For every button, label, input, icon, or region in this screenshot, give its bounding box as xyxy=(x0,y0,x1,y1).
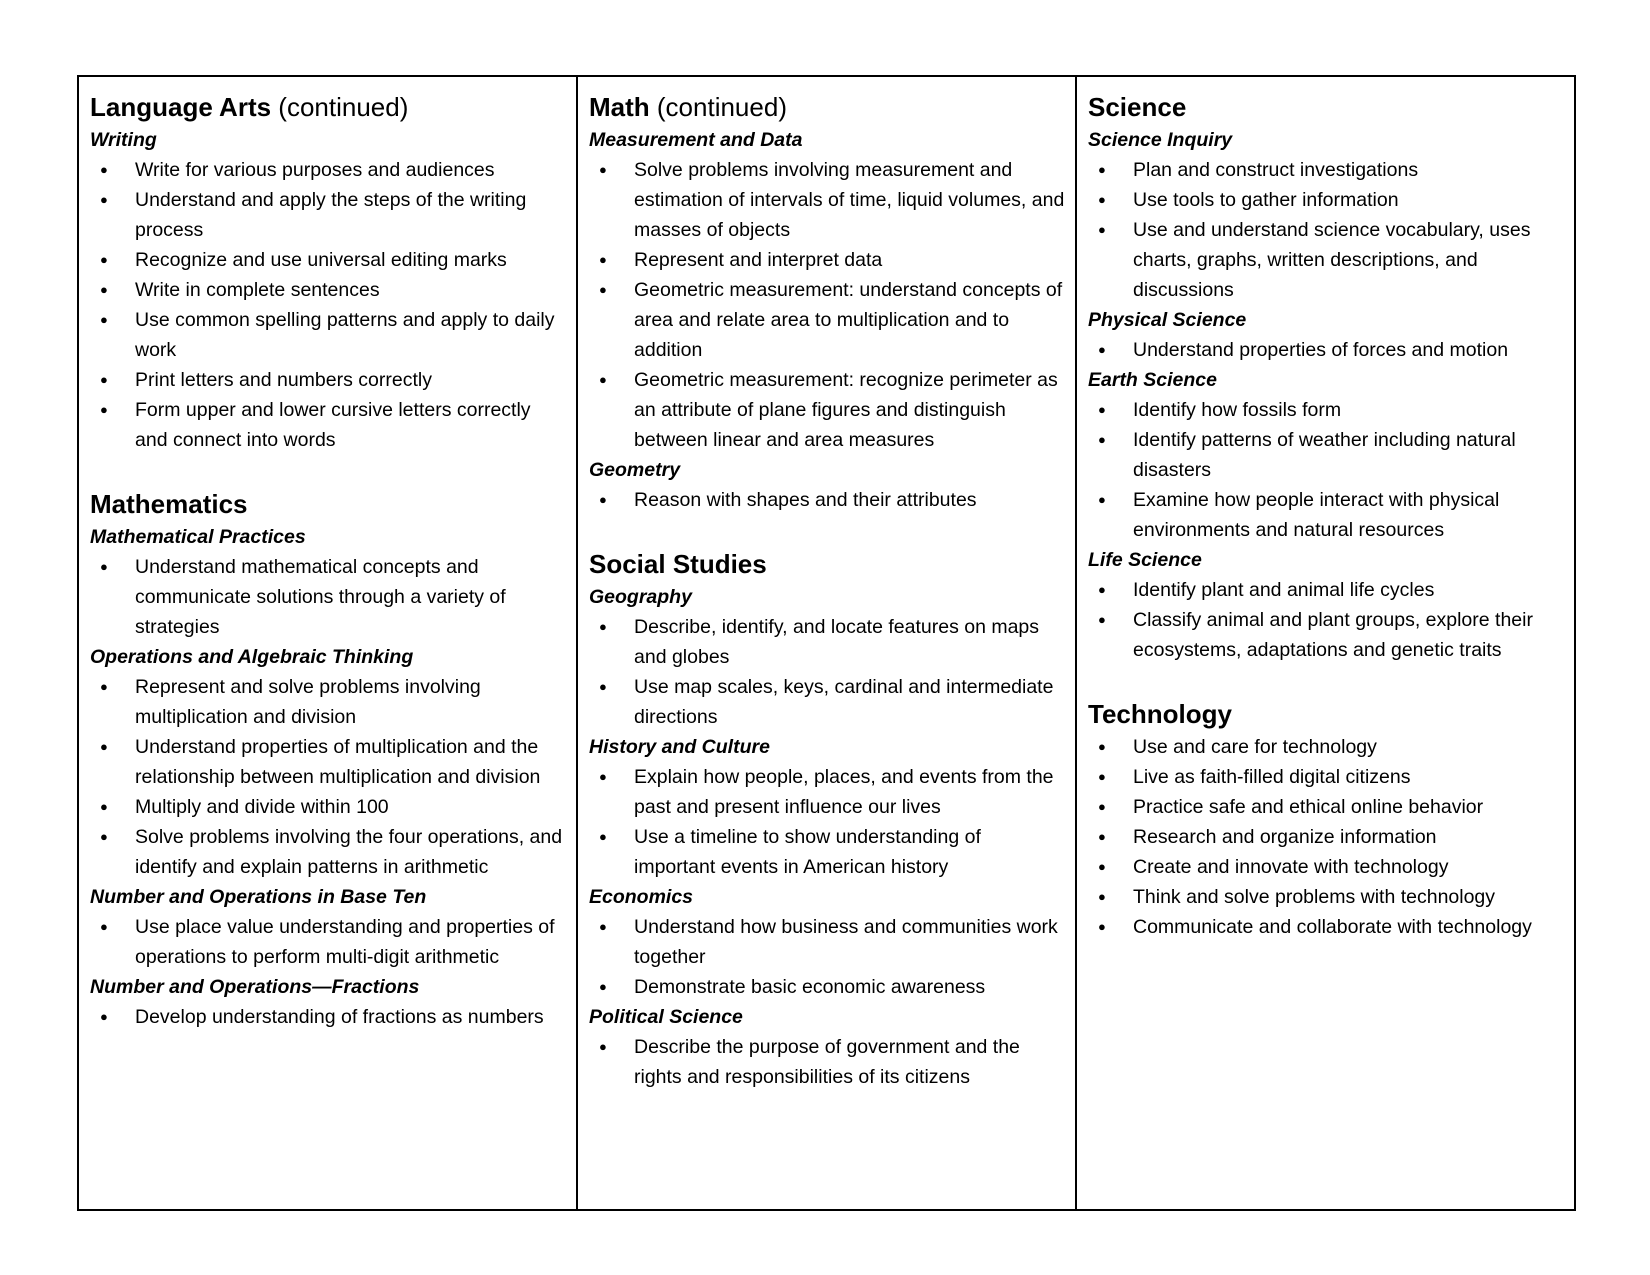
bullet-list xyxy=(1088,155,1564,305)
list-item-text: Use and care for technology xyxy=(1133,736,1377,758)
section-title-suffix: (continued) xyxy=(271,92,409,122)
bullet-icon: ● xyxy=(599,252,607,267)
section-title xyxy=(589,546,1065,582)
subject-section xyxy=(90,89,566,455)
list-item-text: Describe the purpose of government and the rights and responsibilities of its citizens xyxy=(634,1036,1020,1088)
list-item xyxy=(90,245,566,275)
subject-section xyxy=(589,546,1065,1092)
list-item-text: Explain how people, places, and events from the past and present influence our lives xyxy=(634,766,1054,818)
section-title xyxy=(90,486,566,522)
list-item xyxy=(589,972,1065,1002)
bullet-icon: ● xyxy=(1098,192,1106,207)
list-item xyxy=(589,1032,1065,1092)
list-item xyxy=(1088,155,1564,185)
list-item-text: Create and innovate with technology xyxy=(1133,856,1449,878)
subsection-heading: Political Science xyxy=(589,1006,743,1028)
bullet-icon: ● xyxy=(1098,739,1106,754)
section-title-text: Social Studies xyxy=(589,549,767,579)
bullet-icon: ● xyxy=(1098,769,1106,784)
list-item xyxy=(90,732,566,792)
bullet-icon: ● xyxy=(1098,492,1106,507)
list-item xyxy=(1088,792,1564,822)
list-item xyxy=(1088,732,1564,762)
bullet-icon: ● xyxy=(100,312,108,327)
bullet-icon: ● xyxy=(1098,162,1106,177)
list-item xyxy=(1088,215,1564,305)
list-item-text: Print letters and numbers correctly xyxy=(135,369,432,391)
bullet-icon: ● xyxy=(1098,432,1106,447)
section-title-text: Language Arts xyxy=(90,92,272,122)
list-item xyxy=(90,792,566,822)
bullet-icon: ● xyxy=(100,252,108,267)
list-item xyxy=(90,275,566,305)
subsection-heading: Geometry xyxy=(589,459,681,481)
bullet-list xyxy=(589,762,1065,882)
subject-section xyxy=(90,486,566,1032)
section-title xyxy=(90,89,566,125)
bullet-icon: ● xyxy=(1098,222,1106,237)
list-item-text: Understand properties of multiplication and the relationship between multiplication and division xyxy=(135,736,541,788)
list-item-text: Recognize and use universal editing marks xyxy=(135,249,507,271)
subsection-heading: Earth Science xyxy=(1088,369,1217,391)
subsection-heading: Physical Science xyxy=(1088,309,1247,331)
subsection-heading: Science Inquiry xyxy=(1088,129,1233,151)
list-item-text: Understand and apply the steps of the writing process xyxy=(135,189,527,241)
subsection-heading: Number and Operations—Fractions xyxy=(90,976,420,998)
bullet-icon: ● xyxy=(1098,829,1106,844)
bullet-list xyxy=(589,485,1065,515)
table-column xyxy=(79,77,578,1209)
list-item xyxy=(589,762,1065,822)
list-item-text: Use map scales, keys, cardinal and intermediate directions xyxy=(634,676,1054,728)
table-column xyxy=(1077,77,1574,1209)
bullet-list xyxy=(90,552,566,642)
list-item-text: Classify animal and plant groups, explore their ecosystems, adaptations and genetic traits xyxy=(1133,609,1533,661)
bullet-list xyxy=(1088,575,1564,665)
bullet-icon: ● xyxy=(1098,919,1106,934)
list-item xyxy=(90,305,566,365)
bullet-icon: ● xyxy=(599,829,607,844)
bullet-icon: ● xyxy=(1098,889,1106,904)
list-item xyxy=(90,552,566,642)
bullet-icon: ● xyxy=(100,739,108,754)
list-item-text: Identify patterns of weather including natural disasters xyxy=(1133,429,1516,481)
subject-section xyxy=(589,89,1065,515)
list-item-text: Multiply and divide within 100 xyxy=(135,796,389,818)
list-item xyxy=(589,485,1065,515)
list-item xyxy=(1088,762,1564,792)
section-title-text: Mathematics xyxy=(90,489,248,519)
subsection-heading: Measurement and Data xyxy=(589,129,803,151)
bullet-icon: ● xyxy=(1098,582,1106,597)
subsection-heading: Number and Operations in Base Ten xyxy=(90,886,427,908)
list-item-text: Geometric measurement: recognize perimeter as an attribute of plane figures and distinguish between linear and area measures xyxy=(634,369,1058,451)
list-item-text: Use a timeline to show understanding of important events in American history xyxy=(634,826,981,878)
list-item xyxy=(1088,425,1564,485)
bullet-icon: ● xyxy=(1098,342,1106,357)
list-item xyxy=(589,245,1065,275)
bullet-icon: ● xyxy=(599,492,607,507)
bullet-icon: ● xyxy=(100,829,108,844)
bullet-icon: ● xyxy=(100,559,108,574)
list-item-text: Live as faith-filled digital citizens xyxy=(1133,766,1411,788)
list-item xyxy=(1088,605,1564,665)
bullet-icon: ● xyxy=(599,1039,607,1054)
bullet-icon: ● xyxy=(100,372,108,387)
list-item xyxy=(589,155,1065,245)
list-item xyxy=(90,912,566,972)
section-title xyxy=(1088,89,1564,125)
list-item xyxy=(90,185,566,245)
list-item xyxy=(1088,485,1564,545)
bullet-list xyxy=(589,612,1065,732)
bullet-list xyxy=(1088,395,1564,545)
bullet-icon: ● xyxy=(1098,799,1106,814)
list-item xyxy=(1088,335,1564,365)
bullet-icon: ● xyxy=(599,769,607,784)
section-title xyxy=(589,89,1065,125)
bullet-icon: ● xyxy=(100,1009,108,1024)
list-item xyxy=(90,672,566,732)
list-item-text: Reason with shapes and their attributes xyxy=(634,489,977,511)
section-title-suffix: (continued) xyxy=(649,92,787,122)
list-item-text: Understand properties of forces and motion xyxy=(1133,339,1509,361)
section-title-text: Math xyxy=(589,92,650,122)
bullet-icon: ● xyxy=(100,679,108,694)
list-item xyxy=(589,275,1065,365)
list-item-text: Solve problems involving measurement and estimation of intervals of time, liquid volumes, and masses of objects xyxy=(634,159,1065,241)
list-item xyxy=(589,672,1065,732)
list-item-text: Understand mathematical concepts and communicate solutions through a variety of strategies xyxy=(135,556,506,638)
bullet-icon: ● xyxy=(599,979,607,994)
list-item-text: Identify how fossils form xyxy=(1133,399,1342,421)
list-item-text: Solve problems involving the four operations, and identify and explain patterns in arithmetic xyxy=(135,826,563,878)
list-item xyxy=(90,395,566,455)
list-item-text: Write in complete sentences xyxy=(135,279,380,301)
list-item-text: Practice safe and ethical online behavior xyxy=(1133,796,1484,818)
list-item xyxy=(1088,912,1564,942)
bullet-icon: ● xyxy=(100,402,108,417)
list-item-text: Examine how people interact with physical environments and natural resources xyxy=(1133,489,1500,541)
list-item-text: Think and solve problems with technology xyxy=(1133,886,1496,908)
subsection-heading: Economics xyxy=(589,886,694,908)
subsection-heading: Writing xyxy=(90,129,157,151)
bullet-icon: ● xyxy=(1098,402,1106,417)
table-column xyxy=(578,77,1077,1209)
list-item-text: Use common spelling patterns and apply to daily work xyxy=(135,309,555,361)
list-item xyxy=(589,912,1065,972)
bullet-icon: ● xyxy=(100,192,108,207)
list-item xyxy=(1088,822,1564,852)
list-item xyxy=(589,365,1065,455)
list-item xyxy=(1088,395,1564,425)
bullet-icon: ● xyxy=(100,919,108,934)
list-item xyxy=(1088,575,1564,605)
bullet-icon: ● xyxy=(599,162,607,177)
subject-section xyxy=(1088,89,1564,665)
list-item-text: Use tools to gather information xyxy=(1133,189,1399,211)
list-item-text: Identify plant and animal life cycles xyxy=(1133,579,1435,601)
bullet-icon: ● xyxy=(100,799,108,814)
list-item-text: Describe, identify, and locate features on maps and globes xyxy=(634,616,1040,668)
subsection-heading: Operations and Algebraic Thinking xyxy=(90,646,414,668)
list-item-text: Communicate and collaborate with technology xyxy=(1133,916,1532,938)
list-item-text: Develop understanding of fractions as numbers xyxy=(135,1006,544,1028)
list-item xyxy=(1088,882,1564,912)
bullet-list xyxy=(1088,335,1564,365)
bullet-list xyxy=(589,912,1065,1002)
bullet-icon: ● xyxy=(1098,859,1106,874)
list-item xyxy=(90,365,566,395)
bullet-icon: ● xyxy=(100,282,108,297)
list-item xyxy=(90,155,566,185)
list-item xyxy=(589,822,1065,882)
subsection-heading: Geography xyxy=(589,586,692,608)
list-item xyxy=(1088,852,1564,882)
section-title xyxy=(1088,696,1564,732)
list-item-text: Demonstrate basic economic awareness xyxy=(634,976,986,998)
list-item-text: Plan and construct investigations xyxy=(1133,159,1419,181)
list-item-text: Geometric measurement: understand concepts of area and relate area to multiplication and to addition xyxy=(634,279,1063,361)
list-item-text: Represent and solve problems involving multiplication and division xyxy=(135,676,481,728)
list-item-text: Form upper and lower cursive letters correctly and connect into words xyxy=(135,399,531,451)
bullet-icon: ● xyxy=(599,679,607,694)
bullet-list xyxy=(1088,732,1564,942)
list-item-text: Represent and interpret data xyxy=(634,249,883,271)
list-item xyxy=(589,612,1065,672)
list-item-text: Write for various purposes and audiences xyxy=(135,159,495,181)
subsection-heading: History and Culture xyxy=(589,736,770,758)
curriculum-table xyxy=(77,75,1576,1211)
bullet-icon: ● xyxy=(599,282,607,297)
bullet-list xyxy=(90,912,566,972)
section-title-text: Science xyxy=(1088,92,1187,122)
subsection-heading: Mathematical Practices xyxy=(90,526,306,548)
bullet-icon: ● xyxy=(100,162,108,177)
bullet-list xyxy=(90,155,566,455)
bullet-icon: ● xyxy=(599,619,607,634)
list-item-text: Use and understand science vocabulary, uses charts, graphs, written descriptions, and discussions xyxy=(1133,219,1531,301)
bullet-icon: ● xyxy=(599,919,607,934)
list-item-text: Use place value understanding and properties of operations to perform multi-digit arithmetic xyxy=(135,916,555,968)
bullet-list xyxy=(589,1032,1065,1092)
list-item xyxy=(90,822,566,882)
bullet-icon: ● xyxy=(599,372,607,387)
bullet-list xyxy=(90,672,566,882)
section-title-text: Technology xyxy=(1088,699,1232,729)
list-item xyxy=(1088,185,1564,215)
list-item-text: Understand how business and communities work together xyxy=(634,916,1058,968)
bullet-icon: ● xyxy=(1098,612,1106,627)
list-item xyxy=(90,1002,566,1032)
list-item-text: Research and organize information xyxy=(1133,826,1437,848)
subsection-heading: Life Science xyxy=(1088,549,1202,571)
bullet-list xyxy=(90,1002,566,1032)
bullet-list xyxy=(589,155,1065,455)
subject-section xyxy=(1088,696,1564,942)
